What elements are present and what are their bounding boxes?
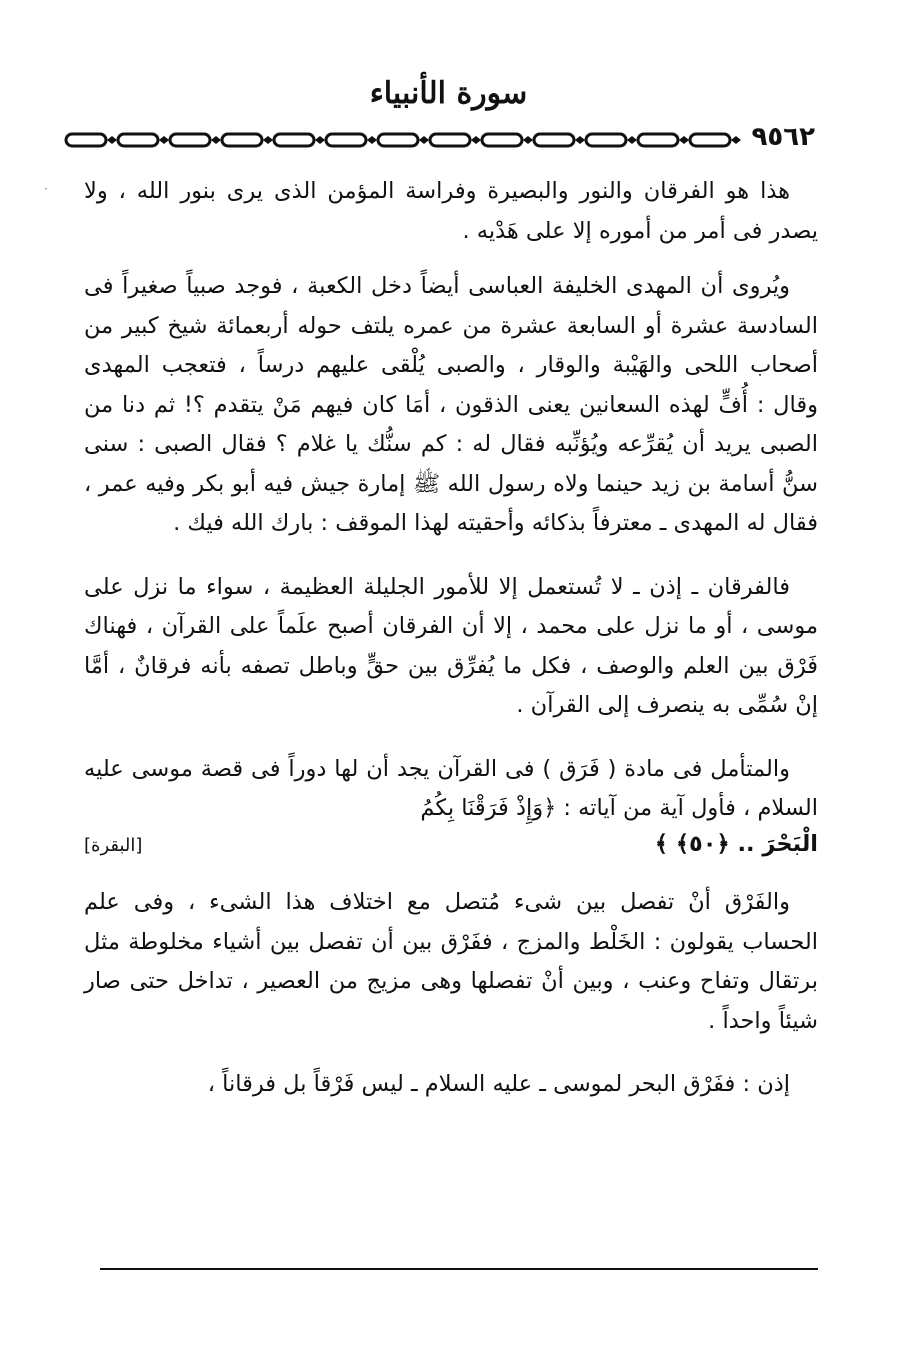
ornament-link: [690, 134, 730, 146]
paragraph-4: والمتأمل فى مادة ( فَرَق ) فى القرآن يجد أن لها دوراً فى قصة موسى عليه السلام ، فأول آية من آياته : ﴿وَإِذْ فَرَقْنَا بِكُمُ: [84, 755, 818, 821]
ornament-link: [222, 134, 262, 146]
ornament-link: [378, 134, 418, 146]
paragraph-6: إذن : ففَرْق البحر لموسى ـ عليه السلام ـ ليس فَرْقاً بل فرقاناً ،: [207, 1071, 790, 1097]
ornament-link: [586, 134, 626, 146]
scan-speck: ·: [44, 182, 48, 196]
page-number: ٩٥٦٢: [748, 122, 819, 152]
paragraph-2: ويُروى أن المهدى الخليفة العباسى أيضاً دخل الكعبة ، فوجد صبياً صغيراً فى السادسة عشرة أو السابعة عشرة من عمره يلتف حوله أربعمائة شيخ كبير من أصحاب اللحى والهَيْبة والوقار ، والصبى يُلْقى عليهم درساً ، فتعجب المهدى وقال : أُفٍّ لهذه السعانين يعنى الذقون ، أمَا كان فيهم مَنْ يتقدم ؟! ثم دنا من الصبى يريد أن يُقرِّعه ويُؤنِّبه فقال له : كم سنُّك يا غلام ؟ فقال الصبى : سنى سنُّ أسامة بن زيد حينما ولاه رسول الله ﷺ إمارة جيش فيه أبو بكر وفيه عمر ، فقال له المهدى ـ معترفاً بذكائه وأحقيته لهذا الموقف : بارك الله فيك .: [84, 273, 818, 536]
ornament-link: [638, 134, 678, 146]
footer-rule: [100, 1268, 818, 1270]
ornament-link: [430, 134, 470, 146]
paragraph-5: والفَرْق أنْ تفصل بين شىء مُتصل مع اختلاف هذا الشىء ، وفى علم الحساب يقولون : الخَلْط والمزج ، ففَرْق بين أن تفصل بين أشياء مخلوطة مثل برتقال وتفاح وعنب ، وبين أنْ تفصلها وهى مزيج من العصير ، تداخل حتى صار شيئاً واحداً .: [84, 889, 818, 1034]
ornament-link: [66, 134, 106, 146]
ayah-line: [84, 825, 818, 866]
ornament-link: [326, 134, 366, 146]
ornament-link: [534, 134, 574, 146]
ornament-diamond: [575, 136, 585, 144]
ornament-diamond: [419, 136, 429, 144]
ornament-diamond: [679, 136, 689, 144]
page-body: [84, 172, 818, 1129]
ornament-diamond: [523, 136, 533, 144]
ayah-continuation: الْبَحْرَ .. ﴿٥٠﴾ ﴾: [654, 830, 818, 857]
ornament-diamond: [159, 136, 169, 144]
ornament-link: [274, 134, 314, 146]
ornament-diamond: [731, 136, 741, 144]
surah-reference: [البقرة]: [84, 834, 143, 856]
ornament-diamond: [367, 136, 377, 144]
paragraph-1: هذا هو الفرقان والنور والبصيرة وفراسة المؤمن الذى يرى بنور الله ، ولا يصدر فى أمر من أموره إلا على هَدْيه .: [84, 178, 818, 244]
ornament-diamond: [627, 136, 637, 144]
ornament-link: [482, 134, 522, 146]
paragraph-3: فالفرقان ـ إذن ـ لا تُستعمل إلا للأمور الجليلة العظيمة ، سواء ما نزل على موسى ، أو ما نزل على محمد ، إلا أن الفرقان أصبح علَماً على القرآن ، فهناك فَرْق بين العلم والوصف ، فكل ما يُفرِّق بين حقٍّ وباطل تصفه بأنه فرقانٌ ، أمَّا إنْ سُمِّى به ينصرف إلى القرآن .: [84, 573, 818, 718]
surah-title: سورة الأنبياء: [369, 76, 528, 111]
ornament-link: [118, 134, 158, 146]
ornament-diamond: [211, 136, 221, 144]
ornament-link: [170, 134, 210, 146]
ornament-diamond: [315, 136, 325, 144]
ornament-diamond: [263, 136, 273, 144]
header-ornament-border: [64, 128, 834, 152]
ornament-diamond: [107, 136, 117, 144]
ornament-diamond: [471, 136, 481, 144]
